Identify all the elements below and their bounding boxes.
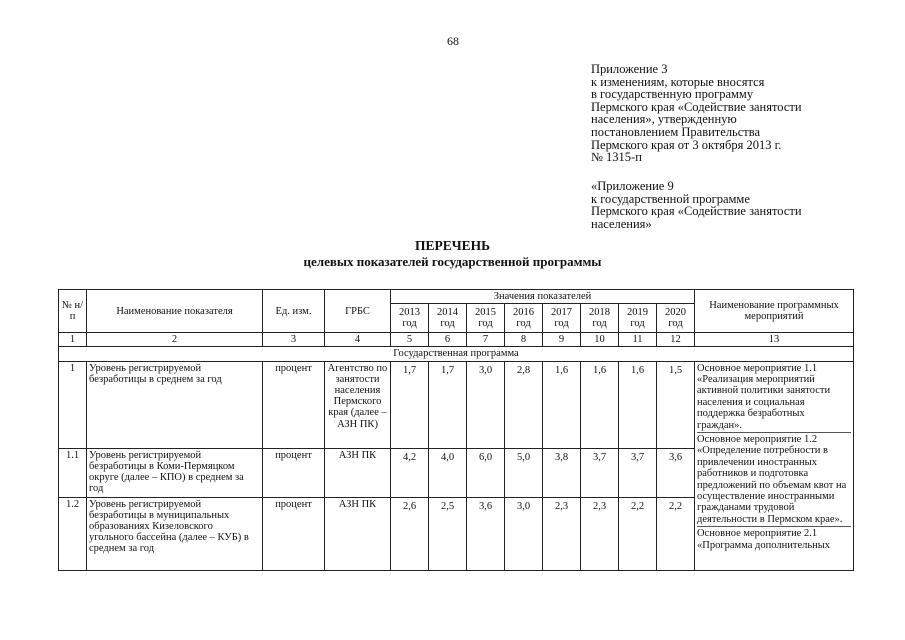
header-year: 2015 год	[467, 304, 505, 333]
row-value: 2,3	[543, 497, 581, 570]
row-grbs: АЗН ПК	[325, 497, 391, 570]
column-number: 5	[391, 333, 429, 347]
row-value: 2,2	[657, 497, 695, 570]
row-value: 2,5	[429, 497, 467, 570]
header-measures: Наименование программных мероприятий	[695, 290, 854, 333]
row-name: Уровень регистрируемой безработицы в среднем за год	[87, 361, 263, 448]
row-value: 1,6	[543, 361, 581, 448]
title-subtitle: целевых показателей государственной программы	[303, 254, 602, 269]
row-value: 3,6	[657, 448, 695, 497]
table-header-row	[59, 290, 854, 304]
header-values-group: Значения показателей	[391, 290, 695, 304]
row-value: 3,0	[505, 497, 543, 570]
header-name: Наименование показателя	[87, 290, 263, 333]
appendix-line: № 1315-п	[591, 150, 642, 165]
header-unit: Ед. изм.	[263, 290, 325, 333]
column-number: 7	[467, 333, 505, 347]
document-title	[0, 238, 905, 270]
header-year: 2019 год	[619, 304, 657, 333]
row-value: 2,8	[505, 361, 543, 448]
column-number: 12	[657, 333, 695, 347]
row-grbs: АЗН ПК	[325, 448, 391, 497]
row-value: 1,6	[619, 361, 657, 448]
column-number: 3	[263, 333, 325, 347]
column-number: 2	[87, 333, 263, 347]
row-name: Уровень регистрируемой безработицы в Коми-Пермяцком округе (далее – КПО) в среднем за год	[87, 448, 263, 497]
appendix-9-note	[591, 180, 861, 230]
appendix-line: «Приложение 9	[591, 179, 674, 193]
section-title: Государственная программа	[59, 347, 854, 361]
appendix-line: постановлением Правительства	[591, 124, 761, 139]
header-year: 2018 год	[581, 304, 619, 333]
row-value: 2,2	[619, 497, 657, 570]
appendix-line: к изменениям, которые вносятся	[591, 74, 765, 89]
column-number: 9	[543, 333, 581, 347]
row-unit: процент	[263, 497, 325, 570]
row-name: Уровень регистрируемой безработицы в муниципальных образованиях Кизеловского угольного бассейна (далее – КУБ) в среднем за год	[87, 497, 263, 570]
column-number: 13	[695, 333, 854, 347]
header-year: 2017 год	[543, 304, 581, 333]
row-value: 2,6	[391, 497, 429, 570]
row-unit: процент	[263, 361, 325, 448]
measure-item: Основное мероприятие 1.1 «Реализация мероприятий активной политики занятости населения и социальная поддержка безработных граждан».	[697, 362, 831, 431]
column-number-row	[59, 333, 854, 347]
section-row	[59, 347, 854, 361]
row-value: 3,6	[467, 497, 505, 570]
appendix-line: населения»	[591, 216, 652, 231]
row-value: 5,0	[505, 448, 543, 497]
appendix-line: Пермского края «Содействие занятости	[591, 204, 802, 219]
measure-item: Основное мероприятие 2.1 «Программа дополнительных	[697, 526, 851, 551]
header-year: 2013 год	[391, 304, 429, 333]
row-value: 2,3	[581, 497, 619, 570]
page-number: 68	[447, 34, 459, 48]
column-number: 1	[59, 333, 87, 347]
row-num: 1	[59, 361, 87, 448]
header-year: 2020 год	[657, 304, 695, 333]
column-number: 8	[505, 333, 543, 347]
appendix-line: к государственной программе	[591, 191, 750, 206]
row-value: 3,7	[581, 448, 619, 497]
row-value: 3,8	[543, 448, 581, 497]
column-number: 4	[325, 333, 391, 347]
header-num: № н/п	[59, 290, 87, 333]
indicators-table	[58, 289, 854, 571]
row-num: 1.2	[59, 497, 87, 570]
appendix-line: населения», утвержденную	[591, 112, 737, 127]
row-value: 3,0	[467, 361, 505, 448]
header-grbs: ГРБС	[325, 290, 391, 333]
column-number: 6	[429, 333, 467, 347]
row-grbs: Агентство по занятости населения Пермского края (далее – АЗН ПК)	[325, 361, 391, 448]
appendix-line: Пермского края «Содействие занятости	[591, 99, 802, 114]
header-year: 2014 год	[429, 304, 467, 333]
row-value: 6,0	[467, 448, 505, 497]
header-year: 2016 год	[505, 304, 543, 333]
measure-item: Основное мероприятие 1.2 «Определение потребности в привлечении иностранных работников и подготовка предложений по объемам квот на осуществление иностранными гражданами трудовой деятельности в Пермском крае».	[697, 432, 851, 525]
appendix-note	[591, 63, 861, 164]
measures-cell	[695, 361, 854, 570]
appendix-line: в государственную программу	[591, 87, 754, 102]
column-number: 10	[581, 333, 619, 347]
appendix-line: Приложение 3	[591, 62, 668, 76]
row-value: 4,0	[429, 448, 467, 497]
table-row	[59, 361, 854, 448]
row-value: 4,2	[391, 448, 429, 497]
row-value: 1,7	[391, 361, 429, 448]
title-main: ПЕРЕЧЕНЬ	[414, 238, 491, 253]
row-value: 1,7	[429, 361, 467, 448]
row-value: 1,6	[581, 361, 619, 448]
row-num: 1.1	[59, 448, 87, 497]
column-number: 11	[619, 333, 657, 347]
row-value: 3,7	[619, 448, 657, 497]
appendix-line: Пермского края от 3 октября 2013 г.	[591, 137, 782, 152]
row-unit: процент	[263, 448, 325, 497]
row-value: 1,5	[657, 361, 695, 448]
